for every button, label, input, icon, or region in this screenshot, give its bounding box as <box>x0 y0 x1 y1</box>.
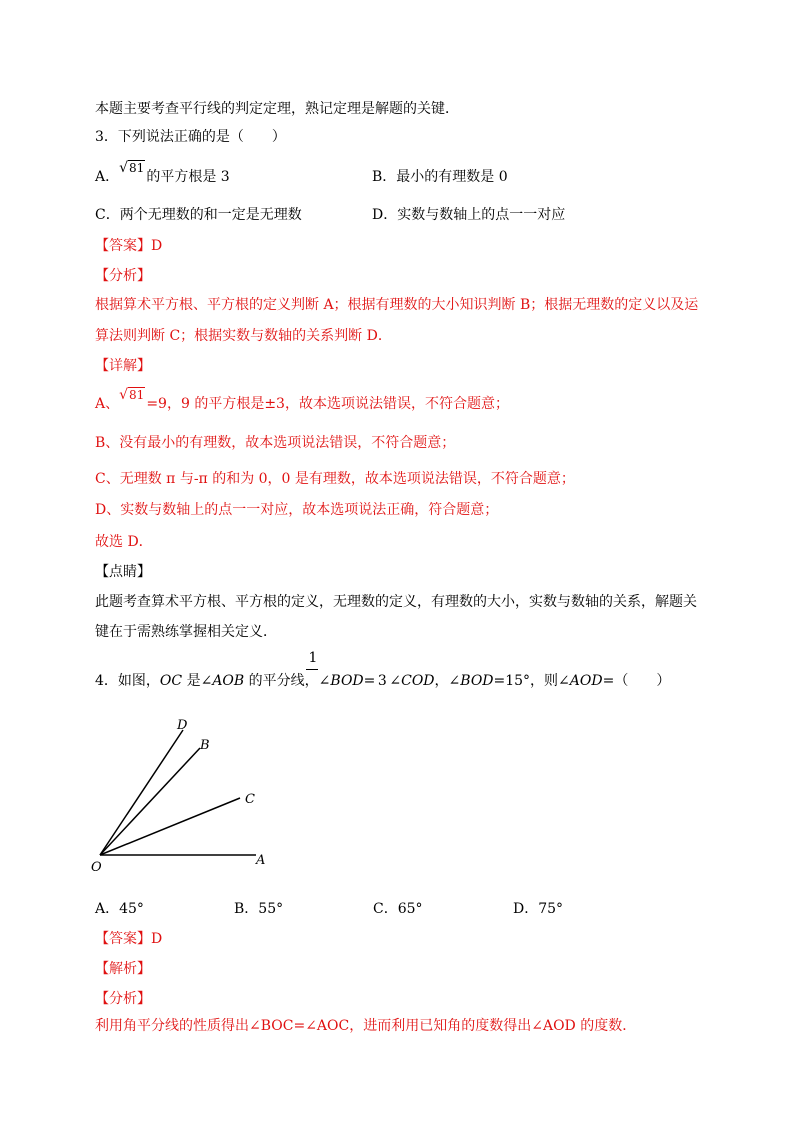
q3-detail-a-text: =9，9 的平方根是±3，故本选项说法错误，不符合题意； <box>146 396 509 412</box>
q3-option-a-text: 的平方根是 3 <box>146 169 230 185</box>
label-c: C <box>245 792 255 807</box>
q3-detail-a-prefix: A、 <box>95 396 120 412</box>
q3-comment-line2: 键在于需熟练掌握相关定义． <box>95 624 277 640</box>
q3-detail-d: D、实数与数轴上的点一一对应，故本选项说法正确，符合题意； <box>95 502 499 518</box>
q4-option-d: D．75° <box>513 901 564 917</box>
q4-option-c: C．65° <box>373 901 423 917</box>
fraction-denominator: 3 <box>377 673 387 689</box>
prev-summary: 本题主要考查平行线的判定定理，熟记定理是解题的关键． <box>95 101 459 117</box>
q4-option-a: A．45° <box>95 901 144 917</box>
q3-comment-title: 【点睛】 <box>95 564 151 580</box>
ray-ob <box>100 748 200 855</box>
q4-analysis-line1: 利用角平分线的性质得出∠BOC=∠AOC，进而利用已知角的度数得出∠AOD 的度数． <box>95 1018 637 1034</box>
label-a: A <box>256 853 266 868</box>
q3-analysis-title: 【分析】 <box>95 268 151 284</box>
q4-solution-title: 【解析】 <box>95 961 151 977</box>
ray-od <box>100 730 183 855</box>
q3-option-b: B．最小的有理数是 0 <box>372 169 508 185</box>
q4-analysis-title: 【分析】 <box>95 991 151 1007</box>
q3-comment-line1: 此题考查算术平方根、平方根的定义，无理数的定义，有理数的大小，实数与数轴的关系，解题关 <box>95 594 697 610</box>
q3-detail-c: C、无理数 π 与-π 的和为 0，0 是有理数，故本选项说法错误，不符合题意； <box>95 471 575 487</box>
q3-stem: 3．下列说法正确的是（ ） <box>95 129 286 145</box>
sqrt-81-detail: √81 <box>119 387 145 403</box>
q3-analysis-line1: 根据算术平方根、平方根的定义判断 A；根据有理数的大小知识判断 B；根据无理数的定义以及运 <box>95 297 699 313</box>
q3-detail-b: B、没有最小的有理数，故本选项说法错误，不符合题意； <box>95 435 456 451</box>
ray-oc <box>100 798 240 855</box>
fraction-bar <box>306 669 318 670</box>
q3-option-a <box>95 160 230 187</box>
label-b: B <box>200 738 210 753</box>
q4-stem: 4．如图，OC 是∠AOB 的平分线，∠BOD= 3 ∠COD，∠BOD=15°，则∠AOD=（ ） <box>95 673 671 689</box>
angle-figure <box>88 712 278 877</box>
q3-answer: 【答案】D <box>95 238 163 254</box>
q3-option-d: D．实数与数轴上的点一一对应 <box>372 207 566 223</box>
label-o: O <box>91 860 102 875</box>
q4-answer: 【答案】D <box>95 931 163 947</box>
q4-option-b: B．55° <box>234 901 284 917</box>
q3-conclusion: 故选 D． <box>95 534 153 550</box>
q3-analysis-line2: 算法则判断 C；根据实数与数轴的关系判断 D． <box>95 328 392 344</box>
sqrt-81: √81 <box>119 160 145 176</box>
q3-option-c: C．两个无理数的和一定是无理数 <box>95 207 302 223</box>
fraction-numerator: 1 <box>308 650 318 666</box>
label-d: D <box>177 718 188 733</box>
q3-detail-title: 【详解】 <box>95 358 151 374</box>
q3-detail-a <box>95 387 509 414</box>
q3-option-a-prefix: A． <box>95 169 120 185</box>
